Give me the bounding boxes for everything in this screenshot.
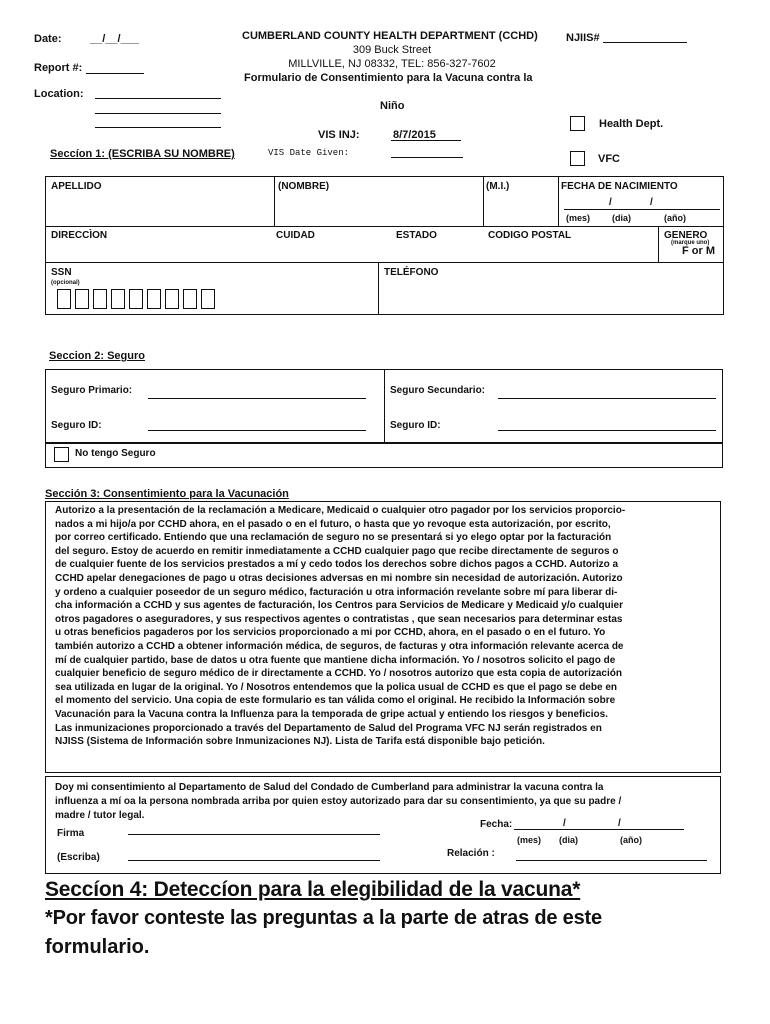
seguro-id-1-label: Seguro ID: xyxy=(51,420,102,431)
text-line: influenza a mí oa la persona nombrada arriba por quien estoy autorizado para dar su consentimiento, ya que su padre / xyxy=(55,796,622,807)
text-line: por correo certificado. Entiendo que una reclamación de seguro no se presentará si yo elego optar por la facturación xyxy=(55,532,612,544)
ssn-cell[interactable] xyxy=(75,289,89,309)
location-field-1[interactable] xyxy=(95,98,221,99)
ssn-cell[interactable] xyxy=(93,289,107,309)
dob-ano: (año) xyxy=(664,213,686,223)
health-dept-checkbox[interactable] xyxy=(570,116,585,131)
seguro-primario-label: Seguro Primario: xyxy=(51,385,133,396)
ssn-label: SSN xyxy=(51,267,72,278)
consent-text xyxy=(55,781,715,823)
text-line: madre / tutor legal. xyxy=(55,810,145,821)
address-line-1: 309 Buck Street xyxy=(352,44,432,56)
text-line: de cualquier fuente de los servicios prestados a mí y cedo todos los derechos sobre dichos pagos a CCHD. Autorizo a xyxy=(55,559,619,571)
section3-title: Sección 3: Consentimiento para la Vacunación xyxy=(45,488,289,500)
ssn-cell[interactable] xyxy=(183,289,197,309)
form-title-2: Niño xyxy=(380,100,405,112)
ssn-cell[interactable] xyxy=(147,289,161,309)
text-line: cualquier beneficio de seguro médico de ir directamente a CCHD. Yo / nosotros autorizo que esta copia de autorización xyxy=(55,668,622,680)
dob-slash-1: / xyxy=(609,197,612,208)
fecha-slash-2: / xyxy=(618,818,621,829)
seguro-secundario-field[interactable] xyxy=(498,398,716,399)
ssn-cell[interactable] xyxy=(201,289,215,309)
text-line: nados a mi hijo/a por CCHD ahora, en el pasado o en el futuro, o hasta que yo revoque esta autorización, por escrito, xyxy=(55,518,611,530)
text-line: sea utilizada en lugar de la original. Yo / Nosotros entendemos que la polica usual de CCHD es que el pago se debe en xyxy=(55,681,617,693)
escriba-label: (Escriba) xyxy=(57,852,100,863)
text-line: también autorizo a CCHD a obtener información médica, de seguros, de facturas y otra información relevante acerca de xyxy=(55,640,624,652)
text-line: Doy mi consentimiento al Departamento de Salud del Condado de Cumberland para administrar la vacuna contra la xyxy=(55,782,604,793)
vis-inj-underline xyxy=(391,140,461,141)
text-line: y ordeno a cualquier poseedor de un seguro médico, facturación u otra información revelante sobre mí para liberar di- xyxy=(55,586,618,598)
fecha-ano: (año) xyxy=(620,835,642,845)
authorization-text xyxy=(55,504,720,749)
vis-inj-label: VIS INJ: xyxy=(318,129,360,141)
marque-uno-label: (marque uno) xyxy=(671,240,710,246)
address-line-2: MILLVILLE, NJ 08332, TEL: 856-327-7602 xyxy=(288,58,496,70)
section4-title: Seccíon 4: Deteccíon para la elegibilidad de la vacuna* xyxy=(45,878,581,901)
firma-field[interactable] xyxy=(128,834,380,835)
relacion-label: Relación : xyxy=(447,848,495,859)
health-dept-label: Health Dept. xyxy=(599,118,664,130)
estado-label: ESTADO xyxy=(396,230,437,241)
mi-label: (M.I.) xyxy=(486,181,510,192)
seguro-primario-field[interactable] xyxy=(148,398,366,399)
nombre-label: (NOMBRE) xyxy=(278,181,330,192)
ssn-cell[interactable] xyxy=(129,289,143,309)
seguro-id-2-field[interactable] xyxy=(498,430,716,431)
dob-mes: (mes) xyxy=(566,213,591,223)
text-line: del seguro. Estoy de acuerdo en remitir inmediatamente a CCHD cualquier pago que recibe directamente de seguros o xyxy=(55,545,619,557)
text-line: cha información a CCHD y sus agentes de facturación, los Centros para Servicios de Medicare y Medicaid y/o cualquier xyxy=(55,600,623,612)
fecha-nac-label: FECHA DE NACIMIENTO xyxy=(561,181,678,192)
fecha-mes: (mes) xyxy=(517,835,542,845)
section1-title: Seccíon 1: (ESCRIBA SU NOMBRE) xyxy=(50,148,235,160)
date-field[interactable]: __/__/___ xyxy=(90,33,139,45)
njiis-field[interactable] xyxy=(603,42,687,43)
dob-dia: (dia) xyxy=(612,213,631,223)
cuidad-label: CUIDAD xyxy=(276,230,315,241)
fecha-dia: (dia) xyxy=(559,835,578,845)
seguro-id-2-label: Seguro ID: xyxy=(390,420,441,431)
seguro-secundario-label: Seguro Secundario: xyxy=(390,385,486,396)
seguro-id-1-field[interactable] xyxy=(148,430,366,431)
njiis-label: NJIIS# xyxy=(566,32,600,44)
ssn-cell[interactable] xyxy=(111,289,125,309)
no-insurance-label: No tengo Seguro xyxy=(75,448,156,459)
dob-field[interactable] xyxy=(564,209,720,210)
fecha-label: Fecha: xyxy=(480,819,513,830)
report-label: Report #: xyxy=(34,62,83,74)
gender-field[interactable]: F or M xyxy=(682,245,715,257)
ssn-cell[interactable] xyxy=(165,289,179,309)
location-field-3[interactable] xyxy=(95,127,221,128)
apellido-label: APELLIDO xyxy=(51,181,102,192)
ssn-cell[interactable] xyxy=(57,289,71,309)
telefono-label: TELÉFONO xyxy=(384,267,439,278)
text-line: NJISS (Sistema de Información sobre Inmunizaciones NJ). Lista de Tarifa está disponible bajo petición. xyxy=(55,736,545,748)
fecha-field[interactable] xyxy=(514,829,684,830)
vis-date-field[interactable] xyxy=(391,157,463,158)
vfc-label: VFC xyxy=(598,153,620,165)
org-name: CUMBERLAND COUNTY HEALTH DEPARTMENT (CCHD) xyxy=(242,30,538,42)
text-line: Las inmunizaciones proporcionado a través del Departamento de Salud del Programa VFC NJ serán registrados en xyxy=(55,722,602,734)
opcional-label: (opcional) xyxy=(51,280,80,286)
codigo-postal-label: CODIGO POSTAL xyxy=(488,230,572,241)
location-field-2[interactable] xyxy=(95,113,221,114)
escriba-field[interactable] xyxy=(128,860,380,861)
report-field[interactable] xyxy=(86,73,144,74)
text-line: el momento del servicio. Una copia de este formulario es tan válida como el original. He recibido la Información sobre xyxy=(55,695,616,707)
text-line: Vacunación para la Vacuna contra la Influenza para la temporada de gripe actual y entiendo los riesgos y beneficios. xyxy=(55,708,608,720)
genero-label: GENERO xyxy=(664,230,708,241)
text-line: Autorizo a la presentación de la reclamación a Medicare, Medicaid o cualquier otro pagador por los servicios proporcio- xyxy=(55,505,626,516)
direccion-label: DIRECCÌON xyxy=(51,230,108,241)
vfc-checkbox[interactable] xyxy=(570,151,585,166)
date-label: Date: xyxy=(34,33,62,45)
text-line: u otras beneficios pagaderos por los servicios proporcionado a mi por CCHD, ahora, en el pasado o en el futuro. Yo xyxy=(55,627,606,639)
section2-title: Seccion 2: Seguro xyxy=(49,350,145,362)
dob-slash-2: / xyxy=(650,197,653,208)
text-line: otros pagadores o aseguradores, y sus respectivos agentes o contratistas , que sean necesarios para determinar estas xyxy=(55,613,623,625)
section4-note-1: *Por favor conteste las preguntas a la parte de atras de este xyxy=(45,907,602,929)
relacion-field[interactable] xyxy=(516,860,707,861)
fecha-slash-1: / xyxy=(563,818,566,829)
location-label: Location: xyxy=(34,88,84,100)
text-line: CCHD apelar denegaciones de pago u otras decisiones adversas en mi nombre sin necesidad de autorización. Autorizo xyxy=(55,572,623,584)
firma-label: Firma xyxy=(57,828,85,839)
section4-note-2: formulario. xyxy=(45,936,150,958)
text-line: mí de cualquier partido, base de datos u otra fuente que mantiene dicha información. Yo / nosotros solicito el pago de xyxy=(55,654,616,666)
form-title: Formulario de Consentimiento para la Vacuna contra la xyxy=(244,72,533,84)
vis-inj-value: 8/7/2015 xyxy=(393,129,436,141)
no-insurance-checkbox[interactable] xyxy=(54,447,69,462)
vis-date-label: VIS Date Given: xyxy=(268,148,350,158)
